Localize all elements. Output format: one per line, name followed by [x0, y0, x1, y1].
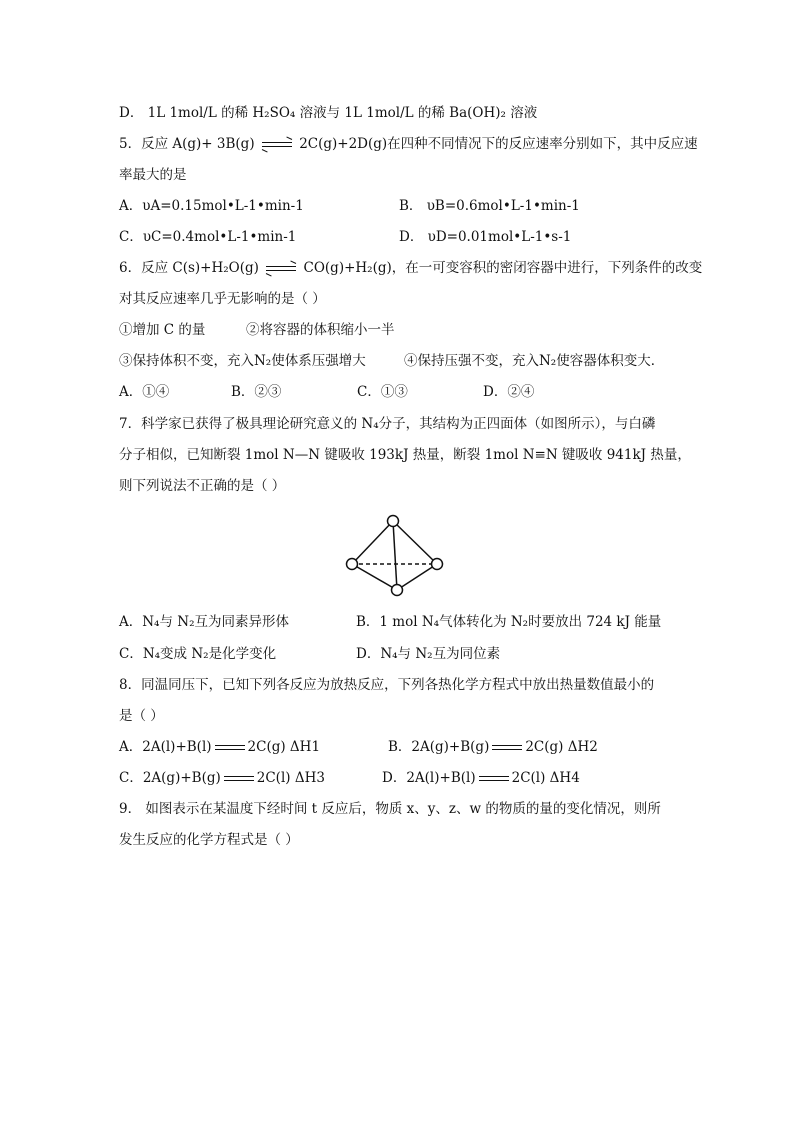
q7-stem-line1: 7．科学家已获得了极具理论研究意义的 N₄分子，其结构为正四面体（如图所示），与白磷 — [119, 416, 656, 432]
q4-option-d: D． 1L 1mol/L 的稀 H₂SO₄ 溶液与 1L 1mol/L 的稀 Ba(OH)₂ 溶液 — [119, 105, 538, 121]
q8-option-c-part1: C．2A(g)+B(g) — [119, 770, 221, 786]
equals-sign-icon — [492, 745, 522, 751]
q8-option-d-part2: 2C(l) ΔH4 — [511, 770, 580, 786]
q8-option-d-part1: D．2A(l)+B(l) — [382, 770, 476, 786]
q8-option-b-part2: 2C(g) ΔH2 — [525, 739, 598, 755]
q8-option-a — [119, 738, 320, 756]
q6-stem-part1: 6．反应 C(s)+H₂O(g) — [119, 260, 259, 276]
q5-option-c: C．υC=0.4mol•L-1•min-1 — [119, 229, 297, 245]
q5-option-b: B． υB=0.6mol•L-1•min-1 — [399, 198, 580, 214]
reversible-arrow-icon — [262, 141, 292, 149]
q6-condition-1: ①增加 C 的量 — [119, 322, 206, 338]
q6-condition-4: ④保持压强不变，充入N₂使容器体积变大． — [404, 353, 665, 369]
q6-option-c: C．①③ — [357, 384, 408, 400]
q6-stem-line2: 对其反应速率几乎无影响的是（ ） — [119, 291, 326, 307]
q7-stem-line3: 则下列说法不正确的是（ ） — [119, 478, 286, 494]
q9-stem-line2: 发生反应的化学方程式是（ ） — [119, 832, 299, 848]
q6-condition-3: ③保持体积不变，充入N₂使体系压强增大 — [119, 353, 366, 369]
bond-line — [393, 521, 437, 564]
q5-option-a: A．υA=0.15mol•L-1•min-1 — [119, 198, 304, 214]
q8-option-b — [388, 738, 598, 756]
bond-line — [397, 564, 437, 590]
q7-option-c: C．N₄变成 N₂是化学变化 — [119, 646, 277, 662]
q6-option-d: D．②④ — [483, 384, 535, 400]
q6-stem-line1 — [119, 259, 702, 277]
q5-option-d: D． υD=0.01mol•L-1•s-1 — [399, 229, 572, 245]
equals-sign-icon — [479, 776, 509, 782]
q5-stem-line2: 率最大的是 — [119, 167, 187, 183]
n4-tetrahedron-figure — [340, 512, 450, 602]
q8-option-c — [119, 769, 325, 787]
atom-node — [392, 585, 403, 596]
q8-option-c-part2: 2C(l) ΔH3 — [256, 770, 325, 786]
q7-option-a: A．N₄与 N₂互为同素异形体 — [119, 614, 289, 630]
atom-node — [432, 559, 443, 570]
bond-line — [352, 521, 393, 564]
q6-condition-2: ②将容器的体积缩小一半 — [246, 322, 395, 338]
bond-line — [352, 564, 397, 590]
bond-line — [393, 521, 397, 590]
q8-option-b-part1: B．2A(g)+B(g) — [388, 739, 490, 755]
q5-stem-line1 — [119, 135, 698, 153]
q6-stem-part2: CO(g)+H₂(g)，在一可变容积的密闭容器中进行，下列条件的改变 — [303, 260, 703, 276]
q9-stem-line1: 9． 如图表示在某温度下经时间 t 反应后，物质 x、y、z、w 的物质的量的变化情况，则所 — [119, 801, 661, 817]
q8-option-a-part1: A．2A(l)+B(l) — [119, 739, 212, 755]
q7-stem-line2: 分子相似，已知断裂 1mol N—N 键吸收 193kJ 热量，断裂 1mol N≡N 键吸收 941kJ 热量， — [119, 447, 691, 463]
q7-option-d: D．N₄与 N₂互为同位素 — [356, 646, 501, 662]
q8-option-d — [382, 769, 580, 787]
q5-stem-part1: 5．反应 A(g)+ 3B(g) — [119, 136, 255, 152]
equals-sign-icon — [224, 776, 254, 782]
q5-stem-part2: 2C(g)+2D(g)在四种不同情况下的反应速率分别如下，其中反应速 — [299, 136, 698, 152]
q8-option-a-part2: 2C(g) ΔH1 — [247, 739, 321, 755]
atom-node — [347, 559, 358, 570]
equals-sign-icon — [215, 745, 245, 751]
q6-option-b: B．②③ — [231, 384, 282, 400]
reversible-arrow-icon — [266, 265, 296, 273]
q8-stem-line1: 8．同温同压下，已知下列各反应为放热反应，下列各热化学方程式中放出热量数值最小的 — [119, 677, 655, 693]
atom-node — [388, 516, 399, 527]
q7-option-b: B．1 mol N₄气体转化为 N₂时要放出 724 kJ 能量 — [356, 614, 662, 630]
q8-stem-line2: 是（ ） — [119, 708, 164, 724]
q6-option-a: A．①④ — [119, 384, 170, 400]
